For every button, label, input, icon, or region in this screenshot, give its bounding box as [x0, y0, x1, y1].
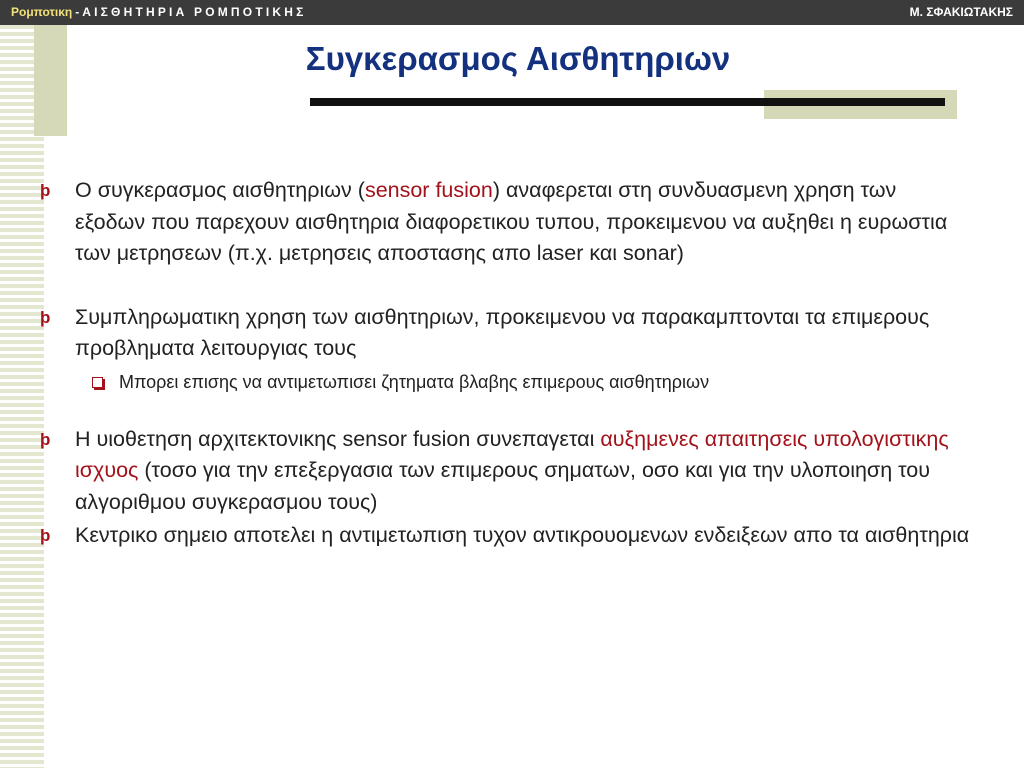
sub-bullet-failure-handling — [40, 369, 970, 395]
bullet-conflicting-readings — [40, 520, 970, 552]
subject-title: ΑΙΣΘΗΤΗΡΙΑ ΡΟΜΠΟΤΙΚΗΣ — [82, 5, 307, 19]
bullet-text-post: ) αναφερεται στη συνδυασμενη χρηση των εξοδων που παρεχουν αισθητηρια διαφορετικου τυπου, προκειμενου να αυξηθει η ευρωστια των μετρησεων (π.χ. μετρησεις αποστασης απο laser και sonar) — [75, 178, 948, 265]
bullet-highlight: αυξημενες απαιτησεις υπολογιστικης ισχυος — [75, 426, 949, 482]
sub-bullet-text: Μπορει επισης να αντιμετωπισει ζητηματα βλαβης επιμερους αισθητηριων — [119, 371, 710, 392]
bullet-highlight: sensor fusion — [364, 178, 493, 202]
slide-content — [40, 175, 970, 552]
author-name: Μ. ΣΦΑΚΙΩΤΑΚΗΣ — [909, 5, 1013, 19]
bullet-text-pre: Η υιοθετηση αρχιτεκτονικης sensor fusion συνεπαγεται — [75, 426, 601, 451]
bullet-text-post: (τοσο για την επεξεργασια των επιμερους σηματων, οσο και για την υλοποιηση του αλγοριθμου συγκερασμου τους) — [75, 458, 931, 514]
header-left — [11, 0, 307, 25]
arrow-bullet-icon: þ — [40, 307, 51, 327]
checkbox-bullet-icon — [92, 377, 103, 388]
title-rule — [310, 98, 945, 106]
arrow-bullet-icon: þ — [40, 181, 51, 200]
bullet-computational-demands — [40, 424, 970, 519]
bullet-text-pre: Ο συγκερασμος αισθητηριων ( — [75, 178, 365, 202]
bullet-sensor-fusion-definition — [40, 175, 970, 270]
decorative-accent-square — [34, 25, 67, 136]
course-name: Ρομποτικη — [11, 5, 73, 19]
arrow-bullet-icon: þ — [40, 429, 51, 449]
decorative-stripes — [0, 25, 44, 768]
bullet-text: Συμπληρωματικη χρηση των αισθητηριων, προκειμενου να παρακαμπτονται τα επιμερους προβληματα λειτουργιας τους — [75, 304, 930, 360]
slide-title: Συγκερασμος Αισθητηριων — [305, 40, 731, 77]
header-bar — [0, 0, 1024, 25]
arrow-bullet-icon: þ — [40, 526, 51, 545]
header-separator: - — [75, 5, 80, 19]
bullet-complementary-use — [40, 302, 970, 365]
bullet-text: Κεντρικο σημειο αποτελει η αντιμετωπιση τυχον αντικρουομενων ενδειξεων απο τα αισθητηρια — [75, 523, 970, 547]
